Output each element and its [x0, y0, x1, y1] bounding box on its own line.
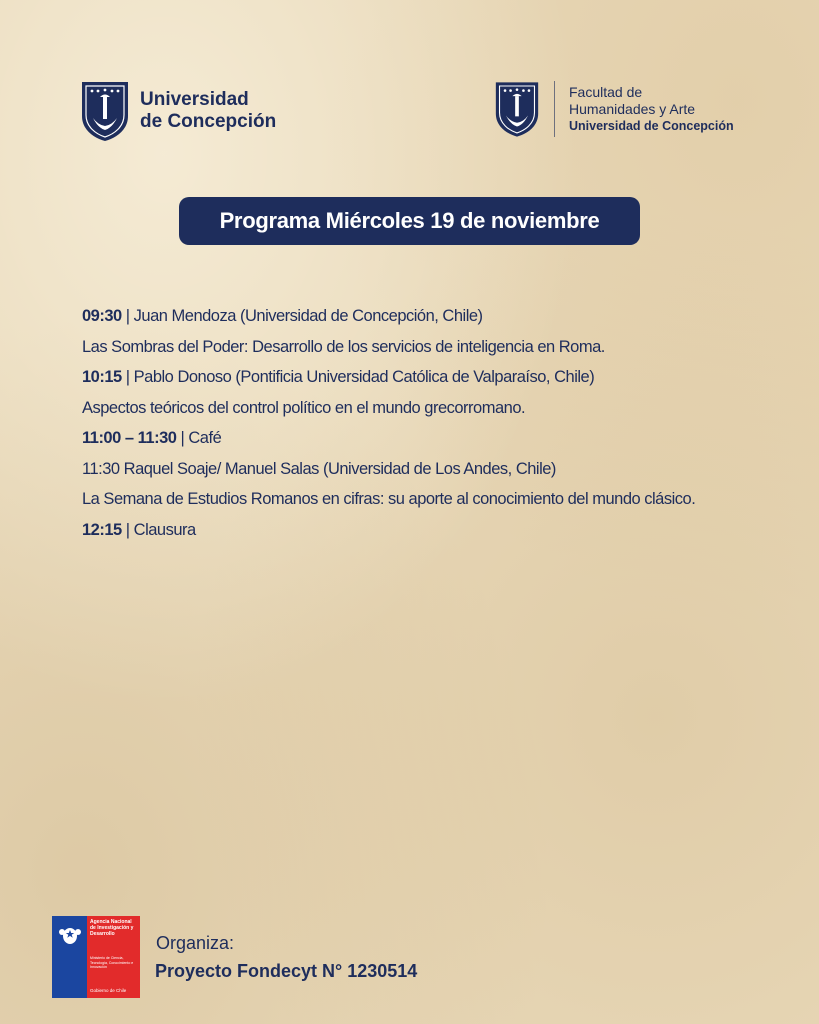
udec-shield-icon	[80, 80, 130, 142]
program-time: 09:30	[82, 307, 122, 325]
chile-crest-icon	[57, 922, 83, 948]
organiza-label: Organiza:	[156, 933, 235, 953]
program-text: | Clausura	[121, 520, 196, 539]
program-line	[82, 301, 782, 332]
udec-logo	[80, 80, 276, 142]
anid-logo	[52, 916, 140, 998]
program-text: | Pablo Donoso (Pontificia Universidad Católica de Valparaíso, Chile)	[121, 368, 595, 386]
program-line	[82, 332, 782, 363]
anid-blue-block	[52, 974, 87, 998]
program-line	[82, 362, 782, 393]
program-title	[179, 197, 640, 245]
program-time: 12:15	[82, 520, 122, 539]
faculty-line2: Humanidades y Arte	[569, 100, 696, 117]
faculty-university: Universidad de Concepción	[569, 118, 734, 133]
program-text: Las Sombras del Poder: Desarrollo de los servicios de inteligencia en Roma.	[82, 337, 605, 356]
program-line	[82, 454, 782, 485]
udec-name-line1: Universidad	[140, 89, 249, 110]
proyecto-label: Proyecto Fondecyt N° 1230514	[155, 961, 418, 981]
program-list	[82, 301, 782, 545]
udec-name-line2: de Concepción	[140, 111, 277, 132]
program-text: | Juan Mendoza (Universidad de Concepción, Chile)	[121, 307, 483, 325]
program-line	[82, 423, 782, 454]
anid-name: Agencia Nacional de Investigación y Desarrollo	[90, 919, 134, 937]
program-text: 11:30 Raquel Soaje/ Manuel Salas (Universidad de Los Andes, Chile)	[82, 459, 556, 478]
program-title-text: Programa Miércoles 19 de noviembre	[219, 208, 600, 233]
anid-ministry: Ministerio de Ciencia, Tecnología, Conocimiento e Innovación	[90, 956, 134, 969]
faculty-line1: Facultad de	[569, 83, 643, 100]
anid-gov: Gobierno de Chile	[90, 988, 127, 993]
udec-name	[140, 89, 276, 133]
program-line	[82, 515, 782, 546]
faculty-logo	[494, 80, 734, 138]
logo-divider	[554, 81, 555, 137]
program-line	[82, 484, 782, 515]
program-text: La Semana de Estudios Romanos en cifras: su aporte al conocimiento del mundo clásico.	[82, 490, 696, 508]
program-text: Aspectos teóricos del control político en el mundo grecorromano.	[82, 398, 526, 417]
udec-shield-icon	[494, 80, 540, 138]
faculty-name	[569, 84, 734, 135]
program-text: | Café	[176, 429, 222, 447]
program-line	[82, 393, 782, 424]
program-time: 10:15	[82, 368, 122, 386]
program-time: 11:00 – 11:30	[82, 429, 177, 447]
